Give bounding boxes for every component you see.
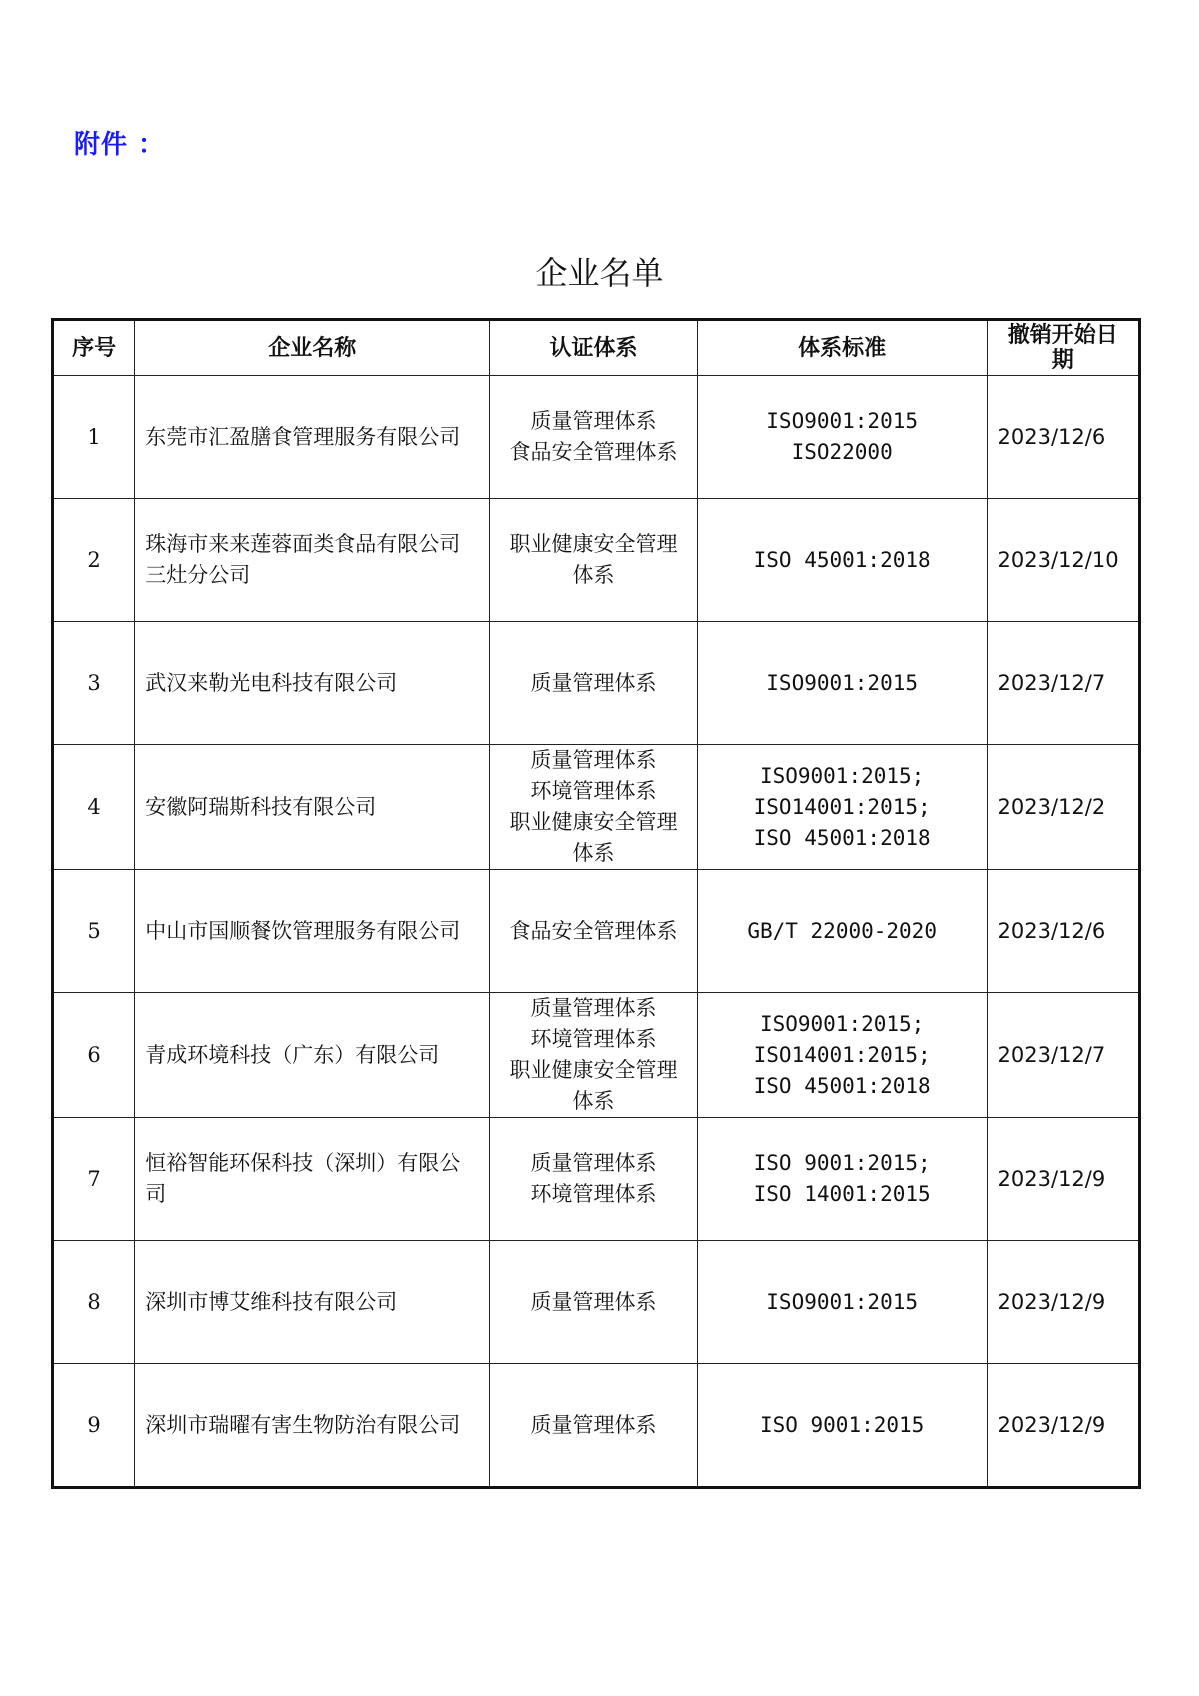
system-line: 质量管理体系 bbox=[530, 670, 657, 695]
table-row bbox=[53, 745, 1140, 870]
table-row bbox=[53, 1118, 1140, 1241]
system-standard bbox=[697, 993, 987, 1118]
system-line: 质量管理体系 bbox=[530, 996, 657, 1020]
system-line: 环境管理体系 bbox=[530, 1027, 657, 1051]
system-line: 质量管理体系 bbox=[530, 1412, 657, 1437]
system-standard bbox=[697, 499, 987, 622]
row-number: 9 bbox=[53, 1364, 135, 1488]
standard-line: ISO 14001:2015 bbox=[753, 1182, 931, 1206]
standard-line: ISO9001:2015; bbox=[759, 1011, 925, 1036]
revocation-start-date: 2023/12/9 bbox=[987, 1364, 1139, 1488]
header-standard: 体系标准 bbox=[697, 320, 987, 376]
standard-line: ISO 45001:2018 bbox=[753, 825, 931, 850]
standard-line: ISO9001:2015 bbox=[766, 409, 918, 433]
revocation-start-date: 2023/12/6 bbox=[987, 870, 1139, 993]
table-row bbox=[53, 1241, 1140, 1364]
company-table bbox=[51, 318, 1141, 1489]
certification-system bbox=[490, 499, 698, 622]
certification-system bbox=[490, 870, 698, 993]
company-name: 中山市国顺餐饮管理服务有限公司 bbox=[135, 870, 490, 993]
row-number: 3 bbox=[53, 622, 135, 745]
table-row bbox=[53, 870, 1140, 993]
header-name: 企业名称 bbox=[135, 320, 490, 376]
company-name: 深圳市博艾维科技有限公司 bbox=[135, 1241, 490, 1364]
certification-system bbox=[490, 745, 698, 870]
revocation-start-date: 2023/12/10 bbox=[987, 499, 1139, 622]
standard-line: ISO 9001:2015; bbox=[753, 1151, 931, 1175]
standard-line: ISO 45001:2018 bbox=[753, 547, 931, 572]
row-number: 4 bbox=[53, 745, 135, 870]
system-line: 环境管理体系 bbox=[530, 779, 657, 803]
standard-line: ISO14001:2015; bbox=[753, 794, 931, 819]
table-row bbox=[53, 376, 1140, 499]
revocation-start-date: 2023/12/2 bbox=[987, 745, 1139, 870]
revocation-start-date: 2023/12/7 bbox=[987, 622, 1139, 745]
header-no: 序号 bbox=[53, 320, 135, 376]
certification-system bbox=[490, 1364, 698, 1488]
system-line: 职业健康安全管理体系 bbox=[509, 532, 678, 587]
row-number: 8 bbox=[53, 1241, 135, 1364]
revocation-start-date: 2023/12/6 bbox=[987, 376, 1139, 499]
system-standard bbox=[697, 376, 987, 499]
table-row bbox=[53, 622, 1140, 745]
system-standard bbox=[697, 1241, 987, 1364]
table-row bbox=[53, 993, 1140, 1118]
standard-line: ISO9001:2015 bbox=[766, 1289, 918, 1314]
standard-line: ISO 45001:2018 bbox=[753, 1073, 931, 1098]
row-number: 7 bbox=[53, 1118, 135, 1241]
attachment-label: 附件 ： bbox=[74, 130, 166, 160]
company-name: 珠海市来来莲蓉面类食品有限公司三灶分公司 bbox=[135, 499, 490, 622]
table-body bbox=[53, 376, 1140, 1488]
system-line: 质量管理体系 bbox=[530, 409, 657, 433]
system-line: 环境管理体系 bbox=[530, 1182, 657, 1206]
system-line: 质量管理体系 bbox=[530, 748, 657, 772]
company-name: 东莞市汇盈膳食管理服务有限公司 bbox=[135, 376, 490, 499]
row-number: 2 bbox=[53, 499, 135, 622]
header-date: 撤销开始日期 bbox=[987, 320, 1139, 376]
system-standard bbox=[697, 1118, 987, 1241]
row-number: 6 bbox=[53, 993, 135, 1118]
standard-line: ISO9001:2015 bbox=[766, 670, 918, 695]
system-standard bbox=[697, 1364, 987, 1488]
certification-system bbox=[490, 376, 698, 499]
company-name: 深圳市瑞曜有害生物防治有限公司 bbox=[135, 1364, 490, 1488]
system-line: 食品安全管理体系 bbox=[509, 918, 678, 943]
row-number: 1 bbox=[53, 376, 135, 499]
certification-system bbox=[490, 1241, 698, 1364]
company-name: 恒裕智能环保科技（深圳）有限公司 bbox=[135, 1118, 490, 1241]
standard-line: ISO9001:2015; bbox=[759, 763, 925, 788]
system-standard bbox=[697, 622, 987, 745]
company-name: 武汉来勒光电科技有限公司 bbox=[135, 622, 490, 745]
system-line: 质量管理体系 bbox=[530, 1289, 657, 1314]
row-number: 5 bbox=[53, 870, 135, 993]
system-line: 职业健康安全管理体系 bbox=[509, 1058, 678, 1113]
system-line: 职业健康安全管理体系 bbox=[509, 810, 678, 865]
system-standard bbox=[697, 745, 987, 870]
header-system: 认证体系 bbox=[490, 320, 698, 376]
revocation-start-date: 2023/12/9 bbox=[987, 1118, 1139, 1241]
revocation-start-date: 2023/12/9 bbox=[987, 1241, 1139, 1364]
page-title: 企业名单 bbox=[535, 254, 664, 292]
company-name: 青成环境科技（广东）有限公司 bbox=[135, 993, 490, 1118]
standard-line: GB/T 22000-2020 bbox=[747, 918, 937, 943]
company-name: 安徽阿瑞斯科技有限公司 bbox=[135, 745, 490, 870]
standard-line: ISO 9001:2015 bbox=[759, 1412, 925, 1437]
system-line: 质量管理体系 bbox=[530, 1151, 657, 1175]
certification-system bbox=[490, 622, 698, 745]
standard-line: ISO22000 bbox=[791, 440, 893, 464]
system-standard bbox=[697, 870, 987, 993]
table-header-row bbox=[53, 320, 1140, 376]
table-row bbox=[53, 1364, 1140, 1488]
table-row bbox=[53, 499, 1140, 622]
revocation-start-date: 2023/12/7 bbox=[987, 993, 1139, 1118]
standard-line: ISO14001:2015; bbox=[753, 1042, 931, 1067]
certification-system bbox=[490, 1118, 698, 1241]
system-line: 食品安全管理体系 bbox=[509, 440, 678, 464]
certification-system bbox=[490, 993, 698, 1118]
